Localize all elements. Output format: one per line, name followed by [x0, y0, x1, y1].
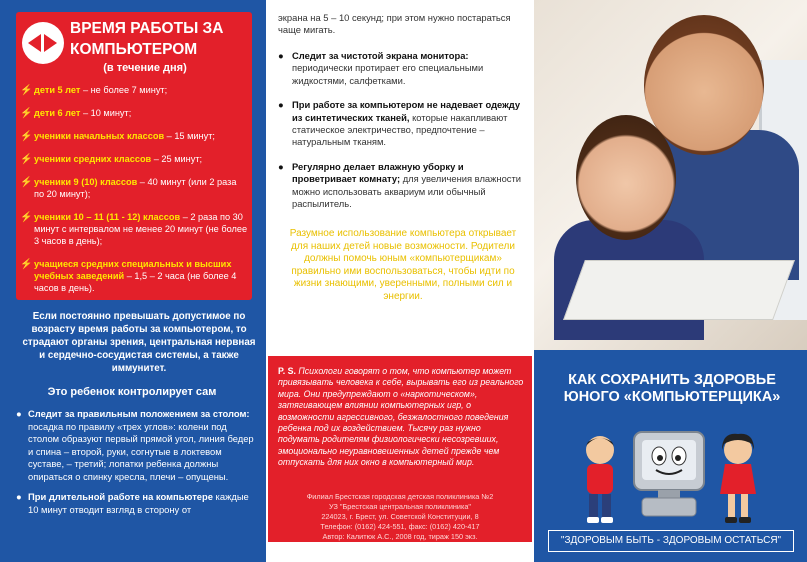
middle-panel — [266, 0, 534, 562]
list-item: ● Регулярно делает влажную уборку и проветривает комнату; для увеличения влажности можно использовать аквариум или обычный распылитель. — [278, 160, 522, 210]
work-time-list — [20, 84, 248, 305]
list-item: ● Следит за правильным положением за столом: посадка по правилу «трех углов»: колени под столом образуют первый прямой угол, линия бедер и спина – второй, руки, согнутые в локтевом суставе, – третий; лопатки ребенка должны опираться о спинку кресла, плечи – опущены. — [16, 408, 254, 482]
left-panel — [0, 0, 266, 562]
lightning-bullet-icon: ⚡ — [20, 212, 33, 223]
warning-text: Если постоянно превышать допустимое по возрасту время работы за компьютером, то страдают органы зрения, центральная нервная и сердечно-сосудистая системы, а также иммунитет. — [22, 311, 256, 374]
kids-computer-mascot — [578, 422, 768, 532]
double-arrow-logo-icon — [22, 22, 64, 64]
lightning-bullet-icon: ⚡ — [20, 154, 33, 165]
self-control-list — [16, 408, 256, 524]
lightning-bullet-icon: ⚡ — [20, 108, 33, 119]
lightning-bullet-icon: ⚡ — [20, 131, 33, 142]
list-item: ⚡ дети 6 лет – 10 минут; — [20, 108, 132, 119]
slogan: "ЗДОРОВЫМ БЫТЬ - ЗДОРОВЫМ ОСТАТЬСЯ" — [548, 530, 794, 552]
lightning-bullet-icon: ⚡ — [20, 85, 33, 96]
boy-cartoon-icon — [578, 432, 622, 524]
lightning-bullet-icon: ⚡ — [20, 259, 33, 270]
continued-text: экрана на 5 – 10 секунд; при этом нужно постараться чаще мигать. — [278, 12, 511, 35]
work-time-title: ВРЕМЯ РАБОТЫ ЗА КОМПЬЮТЕРОМ — [70, 20, 224, 58]
brochure-title: КАК СОХРАНИТЬ ЗДОРОВЬЕ ЮНОГО «КОМПЬЮТЕРЩИКА» — [563, 372, 781, 405]
cover-block — [534, 350, 807, 562]
ps-box — [268, 356, 532, 542]
list-item: ⚡ ученики средних классов – 25 минут; — [20, 154, 203, 165]
computer-character-icon — [628, 428, 710, 524]
list-item: ● Следит за чистотой экрана монитора: периодически протирает его специальными жидкостями, салфетками. — [278, 50, 484, 86]
right-panel — [534, 0, 807, 562]
publisher-info: Филиал Брестская городская детская поликлиника №2 УЗ "Брестская центральная поликлиника" 224023, г. Брест, ул. Советской Конституции, 8 Телефон: (0162) 424-551, факс: (0162) 420-417 Автор: Калитюк А.С., 2008 год, тираж 150 экз. — [306, 492, 494, 541]
habits-list — [278, 50, 528, 222]
work-time-box — [16, 12, 252, 300]
self-control-heading: Это ребенок контролирует сам — [47, 386, 217, 398]
ps-text: P. S. Психологи говорят о том, что компьютер может привязывать человека к себе, вырывать его из реального мира. Они предупреждают о «наркотическом», затягивающем влиянии компьютерных игр, о возможности агрессивного, безжалостного поведения ребенка под их воздействием. Тысячу раз нужно подумать родителям физиологически несозревших, эмоционально неуравновешенных детей прежде чем отпускать для них окно в компьютерный мир. — [278, 366, 524, 468]
list-item: ⚡ ученики 9 (10) классов – 40 минут (или 2 раза по 20 минут); — [20, 177, 237, 199]
girl-cartoon-icon — [716, 432, 760, 524]
list-item: ● При длительной работе на компьютере каждые 10 минут отводит взгляд в сторону от — [16, 491, 249, 515]
list-item: ⚡ учащиеся средних специальных и высших учебных заведений – 1,5 – 2 часа (не более 4 часов в день). — [20, 259, 237, 293]
children-at-computer-photo — [534, 0, 807, 350]
list-item: ● При работе за компьютером не надевает одежду из синтетических тканей, которые накапливают статическое электричество, предпочтение – натуральным тканям. — [278, 99, 521, 148]
lightning-bullet-icon: ⚡ — [20, 177, 33, 188]
list-item: ⚡ дети 5 лет – не более 7 минут; — [20, 85, 168, 96]
list-item: ⚡ ученики начальных классов – 15 минут; — [20, 131, 215, 142]
work-time-subtitle: (в течение дня) — [103, 62, 187, 74]
list-item: ⚡ ученики 10 – 11 (11 - 12) классов – 2 раза по 30 минут с интервалом не менее 20 минут (не более 3 часов в день); — [20, 212, 248, 246]
advice-text: Разумное использование компьютера открывает для наших детей новые возможности. Родители должны помочь юным «компьютерщикам» правильно ими воспользоваться, чтобы идти по жизни знающими, уверенными, полными сил и энергии. — [289, 228, 517, 302]
